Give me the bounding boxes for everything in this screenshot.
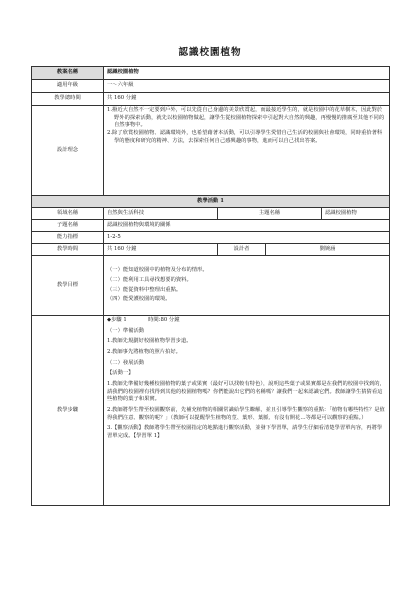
step-1-title: ◆步驟 1 — [107, 317, 127, 323]
steps-cell — [104, 316, 390, 506]
design-concept-cell — [104, 106, 390, 196]
indicator-label: 能力指標 — [32, 232, 104, 244]
design-concept-item: 2.除了欣賞校園植物、認識環境外，也希望藉著本活動，可以引導學生愛惜自己生活的校園與社會環境，同時重拾著科學的態度和研究的精神、方法，去探索任何自己感興趣的事物，進而可以自己找出答案。 — [107, 130, 383, 144]
prep-item: 1.教師先規劃好校園植物學習步道。 — [107, 338, 192, 345]
course-name-value: 認識校園植物 — [104, 67, 390, 80]
design-concept-label: 設計理念 — [32, 106, 104, 196]
goal-item: （一）能知道校園中的植物及分布的情形。 — [107, 267, 208, 274]
design-concept-row — [32, 106, 390, 196]
total-time-value: 共 160 分鐘 — [104, 93, 390, 106]
goal-item: （二）能利用工具尋找想要的資料。 — [107, 276, 192, 283]
goal-item: （三）能從資料中整理出重點。 — [107, 286, 182, 293]
designer-label: 設計者 — [218, 244, 266, 256]
development-heading: （二）發展活動 — [107, 359, 145, 366]
domain-label: 領域名稱 — [32, 208, 104, 220]
course-name-row — [32, 67, 390, 80]
grade-label: 適用年級 — [32, 80, 104, 93]
subtheme-label: 子題名稱 — [32, 220, 104, 232]
document-title: 認識校園植物 — [178, 47, 242, 58]
indicator-value: 1-2-5 — [104, 232, 390, 244]
goals-row — [32, 256, 390, 316]
domain-value: 自然與生活科技 — [104, 208, 218, 220]
teaching-time-value: 共 160 分鐘 — [104, 244, 218, 256]
activity-one-label: 【活動一】 — [107, 370, 134, 377]
subtheme-value: 認識校園植物與環境的關係 — [104, 220, 390, 232]
development-item: 2.教師將學生帶至校園觀察前，先補充植物的相關常識給學生瞭解，並且引導學生觀察的重點：「植物有哪些特性？是值得我們注意、觀察的呢？」（教師可以提醒學生植物的莖、葉形、葉脈、有沒有開花…等都是可以觀察的重點。） — [107, 407, 385, 421]
goals-cell — [104, 256, 390, 316]
steps-row — [32, 316, 390, 506]
total-time-label: 教學總時間 — [32, 93, 104, 106]
goal-item: （四）能愛護校園的環境。 — [107, 296, 171, 303]
theme-value: 認識校園植物 — [322, 208, 390, 220]
designer-value: 劉婉涵 — [266, 244, 390, 256]
development-item: 1.教師先準備好幾種校園植物的葉子或果實（最好可以找較有特色），說明這些葉子或果實都是在我們的校園中找到的，請我們的校園裡有找得到其他的校園植物嗎？你們能說出它們的名稱嗎？讓我們一起來認識它們。教師讓學生猜猜看這些植物的葉子和果實。 — [107, 381, 385, 403]
teaching-time-row — [32, 244, 390, 256]
grade-value: 一～六年級 — [104, 80, 390, 93]
activity-heading: 教學活動 1 — [32, 196, 390, 208]
step-1-header — [107, 317, 386, 325]
design-concept-item: 1.撥近大自然不一定要到戶外，可以先從自己身邊的美景欣賞起，而最接近學生的，就是校園中的花草樹木，因此對於野外的探索活動，就先以校園植物做起，讓學生從校園植物探索中引起對大自然的興趣，再慢慢的推廣至其他不同的自然事物中。 — [107, 107, 385, 129]
activity-heading-row — [32, 196, 390, 208]
total-time-row — [32, 93, 390, 106]
theme-label: 主題名稱 — [218, 208, 322, 220]
development-item: 3.【觀察活動】教師將學生帶至校園指定的地點進行觀察活動，並發下學習單，請學生仔細看清楚學習單內容，再將學習單完成。【學習單 1】 — [107, 425, 383, 440]
goals-label: 教學目標 — [32, 256, 104, 316]
step-1-time: 時間:80 分鐘 — [148, 317, 180, 323]
course-name-label: 教案名稱 — [32, 67, 104, 80]
indicator-row — [32, 232, 390, 244]
grade-row — [32, 80, 390, 93]
domain-row — [32, 208, 390, 220]
steps-label: 教學步驟 — [32, 316, 104, 506]
activity-one-tag — [107, 370, 386, 378]
subtheme-row — [32, 220, 390, 232]
prep-heading: （一）準備活動 — [107, 327, 145, 334]
prep-item: 2.教師事先將植物的照片拍好。 — [107, 349, 181, 356]
teaching-time-label: 教學時間 — [32, 244, 104, 256]
lesson-plan-table — [31, 66, 390, 506]
